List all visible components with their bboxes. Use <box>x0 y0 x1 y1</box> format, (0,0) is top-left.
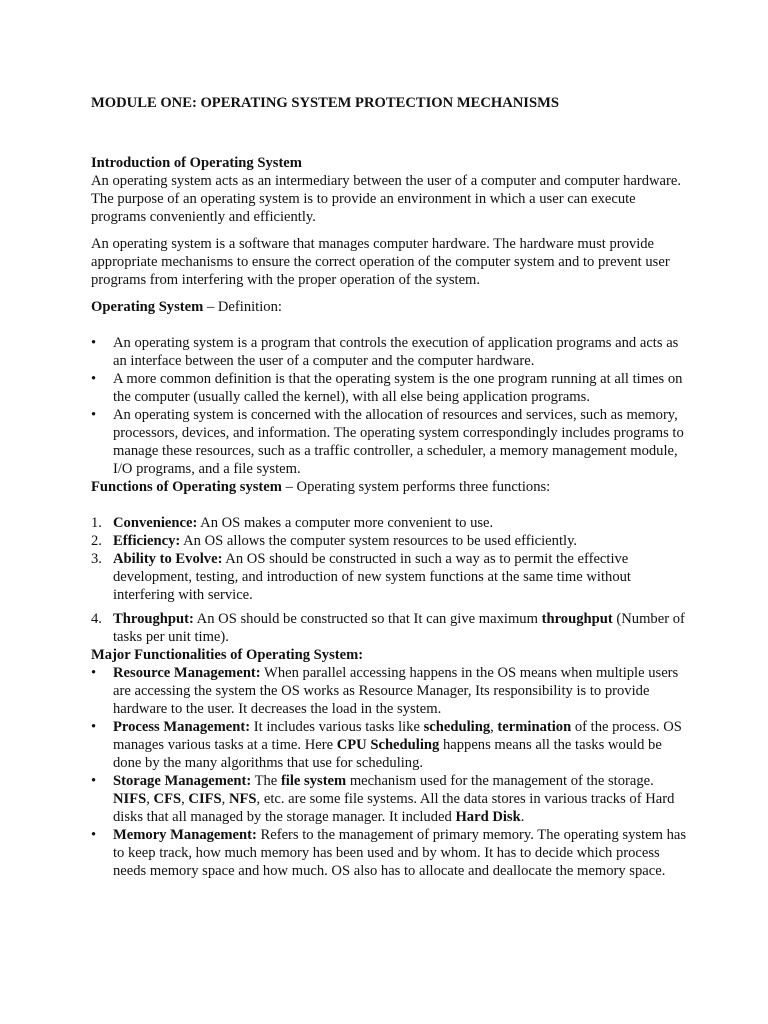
major-text: The <box>251 773 281 789</box>
function-text: An OS should be constructed in such a way as to permit the effective development, testing, and introduction of new system functions at the same time without interfering with service. <box>113 551 631 603</box>
definition-bullet: • An operating system is a program that controls the execution of application programs and acts as an interface between the user of a computer and the computer hardware. <box>91 334 691 370</box>
intro-heading: Introduction of Operating System <box>91 155 302 171</box>
module-title: MODULE ONE: OPERATING SYSTEM PROTECTION MECHANISMS <box>91 95 559 111</box>
major-text: , etc. are some file systems. All the data stores in various tracks of Hard disks that all managed by the storage manager. It included <box>113 791 675 825</box>
major-item-storage <box>91 772 691 826</box>
major-text: It includes various tasks like <box>250 719 424 735</box>
bold-term: NFS <box>228 791 257 807</box>
bold-term: NIFS <box>113 791 147 807</box>
functions-list <box>91 514 691 646</box>
function-label: Convenience: <box>113 515 198 531</box>
major-item-process <box>91 718 691 772</box>
function-text: An OS makes a computer more convenient to use. <box>197 515 494 531</box>
functions-heading-rest: – Operating system performs three functions: <box>281 479 551 495</box>
bold-term: CFS <box>153 791 182 807</box>
bold-term: CIFS <box>188 791 222 807</box>
major-label: Resource Management: <box>113 665 261 681</box>
intro-section <box>91 154 691 289</box>
document-body <box>91 94 691 880</box>
function-item-efficiency <box>91 532 691 550</box>
bold-term: file system <box>280 773 347 789</box>
major-label: Storage Management: <box>113 773 252 789</box>
major-heading: Major Functionalities of Operating System: <box>91 647 364 663</box>
function-item-convenience <box>91 514 691 532</box>
definition-heading: Operating System <box>91 299 204 315</box>
major-label: Process Management: <box>113 719 251 735</box>
functions-heading: Functions of Operating system <box>91 479 282 495</box>
major-text: When parallel accessing happens in the OS means when multiple users are accessing the system the OS works as Resource Manager, Its responsibility is to provide hardware to the user. It decreases the load in the system. <box>113 665 679 717</box>
major-item-resource <box>91 664 691 718</box>
function-item-throughput <box>91 610 691 646</box>
list-number: 4. <box>91 611 102 627</box>
functions-section <box>91 478 691 646</box>
list-number: 2. <box>91 533 102 549</box>
major-text: , <box>146 791 154 807</box>
major-list <box>91 664 691 880</box>
major-text: , <box>221 791 229 807</box>
major-text: mechanism used for the management of the storage. <box>346 773 654 789</box>
major-section <box>91 646 691 880</box>
list-number: 3. <box>91 551 102 567</box>
bold-term: scheduling <box>423 719 491 735</box>
major-text: . <box>520 809 525 825</box>
major-label: Memory Management: <box>113 827 257 843</box>
definition-bullet: • A more common definition is that the operating system is the one program running at all times on the computer (usually called the kernel), with all else being application programs. <box>91 370 691 406</box>
definition-section <box>91 298 691 478</box>
major-text: , <box>490 719 498 735</box>
major-item-memory <box>91 826 691 880</box>
major-text: , <box>181 791 189 807</box>
major-text: Refers to the management of primary memory. The operating system has to keep track, how much memory has been used and by whom. It has to decide which process needs memory space and how much. OS also has to allocate and deallocate the memory space. <box>113 827 687 879</box>
function-text: An OS should be constructed so that It can give maximum <box>193 611 542 627</box>
function-label: Throughput: <box>113 611 194 627</box>
functions-heading-line <box>91 478 691 496</box>
bold-term: termination <box>497 719 572 735</box>
function-text: An OS allows the computer system resources to be used efficiently. <box>180 533 578 549</box>
definition-heading-line <box>91 298 691 316</box>
major-text: happens means all the tasks would be done by the many algorithms that use for scheduling. <box>113 737 662 771</box>
major-text: of the process. OS manages various tasks at a time. Here <box>113 719 682 753</box>
definition-heading-rest: – Definition: <box>203 299 282 315</box>
function-label: Efficiency: <box>113 533 181 549</box>
function-label: Ability to Evolve: <box>113 551 223 567</box>
function-item-evolve <box>91 550 691 604</box>
definition-list <box>91 334 691 478</box>
function-bold-term: throughput <box>541 611 613 627</box>
intro-paragraph-1: An operating system acts as an intermediary between the user of a computer and computer hardware. The purpose of an operating system is to provide an environment in which a user can execute programs conveniently and efficiently. <box>91 173 682 225</box>
bold-term: Hard Disk <box>455 809 521 825</box>
definition-bullet: • An operating system is concerned with the allocation of resources and services, such as memory, processors, devices, and information. The operating system correspondingly includes programs to manage these resources, such as a traffic controller, a scheduler, a memory management module, I/O programs, and a file system. <box>91 406 691 478</box>
intro-paragraph-2: An operating system is a software that manages computer hardware. The hardware must provide appropriate mechanisms to ensure the correct operation of the computer system and to prevent user programs from interfering with the proper operation of the system. <box>91 236 670 288</box>
function-text-2: (Number of tasks per unit time). <box>113 611 685 645</box>
bold-term: CPU Scheduling <box>336 737 440 753</box>
list-number: 1. <box>91 515 102 531</box>
